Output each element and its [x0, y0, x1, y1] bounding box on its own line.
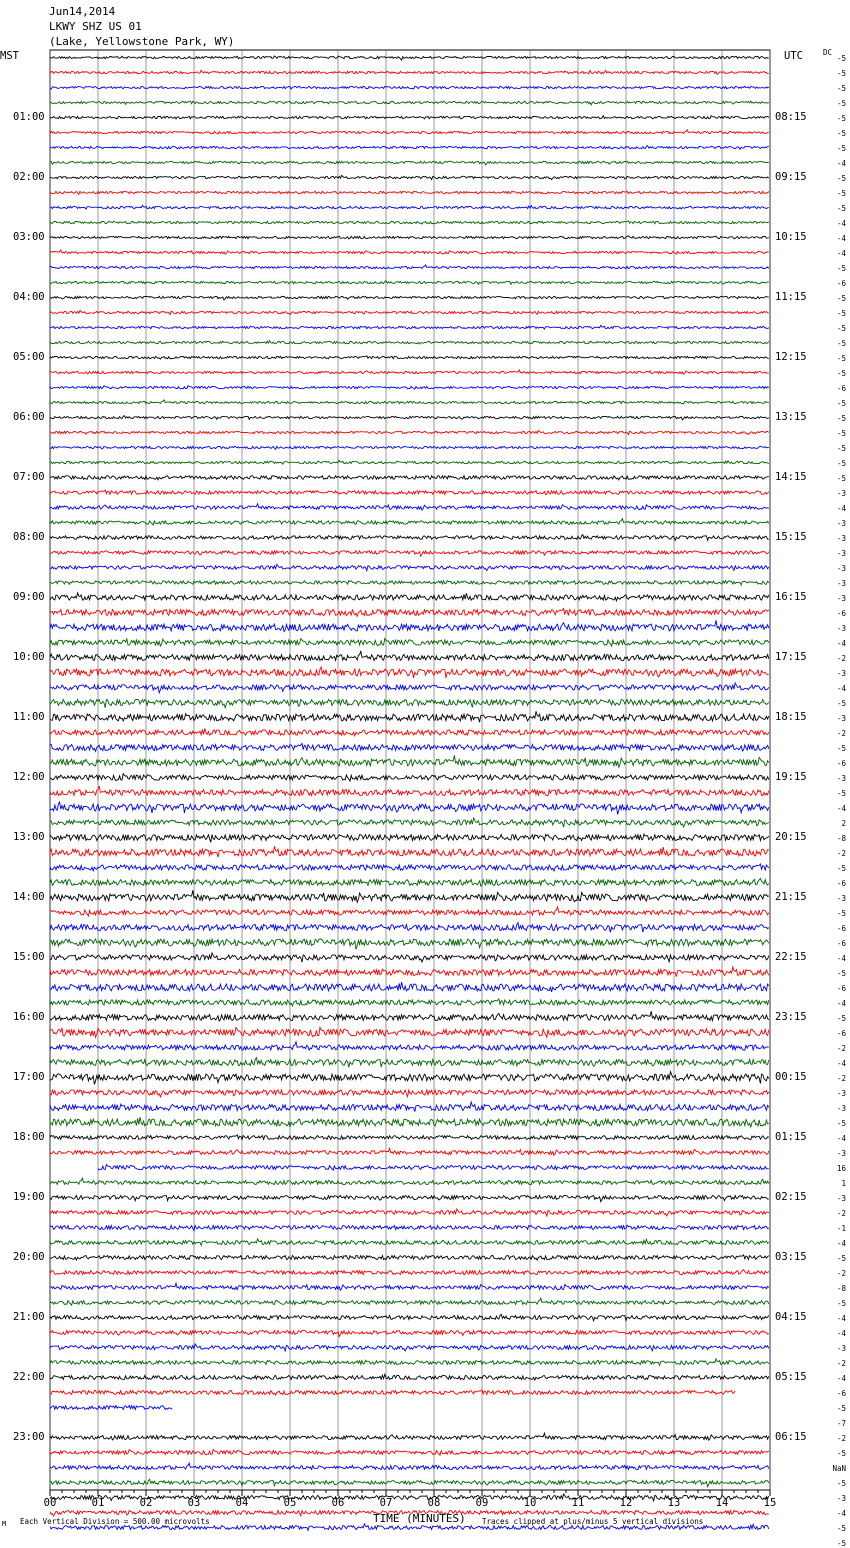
dc-offset-label: -5: [836, 68, 846, 78]
seismic-trace: [50, 1283, 769, 1290]
mst-hour-label: 02:00: [13, 170, 45, 183]
seismic-trace: [50, 639, 769, 647]
seismic-trace: [50, 535, 769, 541]
seismic-trace: [50, 1450, 769, 1456]
seismic-trace: [50, 1374, 769, 1380]
utc-hour-label: 11:15: [775, 290, 807, 303]
dc-offset-label: -5: [836, 473, 846, 483]
dc-offset-label: -6: [836, 1028, 846, 1038]
dc-offset-label: -6: [836, 758, 846, 768]
seismic-trace: [50, 864, 769, 871]
dc-offset-label: -4: [836, 1133, 846, 1143]
seismic-trace: [50, 1058, 769, 1068]
utc-hour-label: 09:15: [775, 170, 807, 183]
dc-offset-label: -3: [836, 1193, 846, 1203]
mst-hour-label: 19:00: [13, 1190, 45, 1203]
dc-offset-label: 16: [836, 1163, 846, 1173]
seismic-trace: [50, 221, 769, 224]
seismic-trace: [50, 1117, 769, 1127]
dc-offset-label: -5: [836, 83, 846, 93]
dc-offset-label: -6: [836, 383, 846, 393]
clip-note: Traces clipped at plus/minus 5 vertical divisions: [482, 1517, 704, 1526]
seismic-trace: [50, 1314, 769, 1320]
dc-offset-label: -3: [836, 713, 846, 723]
seismic-trace: [50, 907, 769, 916]
dc-offset-label: -5: [836, 413, 846, 423]
seismic-trace: [50, 1072, 769, 1085]
x-tick-label: 03: [187, 1497, 201, 1509]
scale-note: Each Vertical Division = 500.00 microvolts: [20, 1517, 210, 1526]
dc-offset-label: -4: [836, 953, 846, 963]
dc-offset-label: -5: [836, 1013, 846, 1023]
seismic-trace: [50, 620, 769, 631]
dc-offset-label: -4: [836, 503, 846, 513]
dc-offset-label: -3: [836, 548, 846, 558]
seismic-trace: [50, 205, 769, 209]
x-tick-label: 07: [379, 1497, 393, 1509]
seismic-trace: [50, 1178, 769, 1184]
mst-hour-label: 15:00: [13, 950, 45, 963]
dc-offset-label: -4: [836, 1328, 846, 1338]
seismic-trace: [50, 1011, 769, 1021]
seismic-trace: [50, 1239, 769, 1245]
mst-hour-label: 23:00: [13, 1430, 45, 1443]
utc-hour-label: 08:15: [775, 110, 807, 123]
utc-hour-label: 01:15: [775, 1130, 807, 1143]
x-tick-label: 04: [235, 1497, 249, 1509]
x-tick-label: 01: [91, 1497, 105, 1509]
seismic-trace: [50, 1225, 769, 1231]
x-tick-label: 05: [283, 1497, 297, 1509]
header-location: (Lake, Yellowstone Park, WY): [49, 35, 235, 48]
utc-hour-label: 14:15: [775, 470, 807, 483]
x-tick-label: 15: [763, 1497, 777, 1509]
dc-offset-label: -4: [836, 803, 846, 813]
seismic-trace: [50, 281, 769, 285]
seismic-trace: [50, 1433, 769, 1440]
seismic-trace: [50, 744, 769, 752]
mst-hour-label: 17:00: [13, 1070, 45, 1083]
seismic-trace: [50, 1042, 769, 1050]
dc-offset-label: -5: [836, 1448, 846, 1458]
seismic-trace: [50, 446, 769, 449]
dc-offset-label: -5: [836, 308, 846, 318]
header-station: LKWY SHZ US 01: [49, 20, 142, 33]
dc-offset-label: -5: [836, 323, 846, 333]
dc-label: DC: [822, 48, 832, 57]
dc-offset-label: -5: [836, 263, 846, 273]
seismic-trace: [50, 609, 769, 617]
seismic-trace: [50, 519, 769, 525]
mst-hour-label: 04:00: [13, 290, 45, 303]
seismic-trace: [50, 834, 769, 842]
dc-offset-label: -4: [836, 1508, 846, 1518]
dc-offset-label: -4: [836, 1313, 846, 1323]
utc-hour-label: 16:15: [775, 590, 807, 603]
seismic-trace: [50, 1330, 769, 1336]
seismic-trace: [50, 564, 769, 570]
dc-offset-label: -3: [836, 668, 846, 678]
mst-hour-label: 20:00: [13, 1250, 45, 1263]
dc-offset-label: -6: [836, 983, 846, 993]
utc-hour-label: 19:15: [775, 770, 807, 783]
dc-offset-label: -5: [836, 1523, 846, 1533]
dc-offset-label: -5: [836, 338, 846, 348]
mst-hour-label: 12:00: [13, 770, 45, 783]
seismic-trace: [50, 802, 769, 814]
dc-offset-label: -3: [836, 893, 846, 903]
dc-offset-label: -3: [836, 518, 846, 528]
seismic-trace: [50, 581, 769, 586]
mst-hour-label: 18:00: [13, 1130, 45, 1143]
seismic-trace: [50, 400, 769, 404]
dc-offset-label: -4: [836, 998, 846, 1008]
dc-offset-label: -3: [836, 1343, 846, 1353]
dc-offset-label: -2: [836, 1358, 846, 1368]
dc-offset-label: -4: [836, 683, 846, 693]
seismic-trace: [50, 191, 769, 194]
seismic-trace: [50, 890, 769, 902]
utc-hour-label: 22:15: [775, 950, 807, 963]
dc-offset-label: -4: [836, 248, 846, 258]
utc-hour-label: 20:15: [775, 830, 807, 843]
seismic-trace: [50, 250, 769, 254]
seismic-trace: [50, 430, 769, 434]
seismic-trace: [50, 86, 769, 89]
dc-offset-label: -5: [836, 1538, 846, 1548]
utc-hour-label: 23:15: [775, 1010, 807, 1023]
seismic-trace: [50, 1344, 769, 1351]
dc-offset-label: -5: [836, 428, 846, 438]
seismic-trace: [50, 846, 769, 857]
seismic-trace: [50, 999, 769, 1006]
x-tick-label: 08: [427, 1497, 441, 1509]
dc-offset-label: -3: [836, 1148, 846, 1158]
mst-hour-label: 21:00: [13, 1310, 45, 1323]
seismic-trace: [50, 667, 769, 678]
seismic-trace: [50, 1463, 769, 1469]
dc-offset-label: -3: [836, 1088, 846, 1098]
seismic-trace: [50, 1027, 769, 1037]
utc-hour-label: 03:15: [775, 1250, 807, 1263]
utc-hour-label: 12:15: [775, 350, 807, 363]
dc-offset-label: -5: [836, 143, 846, 153]
dc-offset-label: -6: [836, 1388, 846, 1398]
dc-offset-label: -5: [836, 698, 846, 708]
dc-offset-label: -5: [836, 1118, 846, 1128]
dc-offset-label: -5: [836, 203, 846, 213]
dc-offset-label: -3: [836, 623, 846, 633]
seismic-trace: [50, 146, 769, 150]
x-tick-label: 13: [667, 1497, 681, 1509]
dc-offset-label: -2: [836, 1043, 846, 1053]
seismic-trace: [50, 70, 769, 74]
dc-offset-label: -5: [836, 1478, 846, 1488]
header-date: Jun14,2014: [49, 5, 116, 18]
seismic-trace: [50, 982, 769, 992]
dc-offset-label: -4: [836, 638, 846, 648]
seismic-trace: [50, 476, 769, 480]
mst-hour-label: 22:00: [13, 1370, 45, 1383]
seismic-trace: [50, 967, 769, 977]
seismic-trace: [50, 755, 769, 767]
dc-offset-label: NaN: [832, 1463, 846, 1473]
dc-offset-label: -5: [836, 908, 846, 918]
seismic-trace: [50, 700, 769, 708]
mst-hour-label: 11:00: [13, 710, 45, 723]
dc-offset-label: 2: [841, 818, 846, 828]
dc-offset-label: -6: [836, 878, 846, 888]
seismic-trace: [50, 711, 769, 722]
left-axis-label: MST: [0, 50, 19, 62]
x-tick-label: 09: [475, 1497, 489, 1509]
mst-hour-label: 06:00: [13, 410, 45, 423]
dc-offset-label: -5: [836, 1403, 846, 1413]
mst-hour-label: 08:00: [13, 530, 45, 543]
seismic-trace: [50, 236, 769, 239]
corner-mark: M: [2, 1520, 7, 1528]
dc-offset-label: -5: [836, 788, 846, 798]
dc-offset-label: -3: [836, 593, 846, 603]
x-tick-label: 02: [139, 1497, 153, 1509]
utc-hour-label: 13:15: [775, 410, 807, 423]
utc-hour-label: 06:15: [775, 1430, 807, 1443]
seismic-trace: [50, 774, 769, 782]
seismic-trace: [50, 1270, 769, 1275]
dc-offset-label: -2: [836, 1208, 846, 1218]
dc-offset-label: -4: [836, 1373, 846, 1383]
seismic-trace: [50, 923, 769, 933]
seismic-trace: [50, 1298, 769, 1305]
dc-offset-label: -2: [836, 1073, 846, 1083]
dc-offset-label: -3: [836, 488, 846, 498]
seismic-trace: [50, 1255, 769, 1260]
dc-offset-label: 1: [841, 1178, 846, 1188]
dc-offset-label: -2: [836, 653, 846, 663]
seismic-trace: [50, 551, 769, 557]
dc-offset-label: -5: [836, 173, 846, 183]
dc-offset-label: -4: [836, 218, 846, 228]
seismic-trace: [50, 504, 769, 510]
seismic-trace: [50, 175, 769, 179]
seismic-trace: [98, 1165, 769, 1171]
seismic-trace: [50, 310, 769, 314]
mst-hour-label: 09:00: [13, 590, 45, 603]
seismic-trace: [50, 1494, 769, 1501]
dc-offset-label: -4: [836, 233, 846, 243]
mst-hour-label: 01:00: [13, 110, 45, 123]
dc-offset-label: -5: [836, 443, 846, 453]
seismic-trace: [50, 1135, 769, 1140]
utc-hour-label: 17:15: [775, 650, 807, 663]
dc-offset-label: -6: [836, 278, 846, 288]
dc-offset-label: -3: [836, 773, 846, 783]
dc-offset-label: -5: [836, 968, 846, 978]
seismic-trace: [50, 1195, 769, 1201]
seismic-trace: [50, 386, 769, 390]
x-tick-label: 00: [43, 1497, 57, 1509]
dc-offset-label: -4: [836, 1058, 846, 1068]
mst-hour-label: 05:00: [13, 350, 45, 363]
dc-offset-label: -6: [836, 938, 846, 948]
dc-offset-label: -5: [836, 353, 846, 363]
utc-hour-label: 10:15: [775, 230, 807, 243]
dc-offset-label: -3: [836, 578, 846, 588]
dc-offset-label: -5: [836, 743, 846, 753]
seismic-trace: [50, 490, 769, 495]
seismic-trace: [50, 1359, 769, 1365]
seismic-trace: [50, 265, 769, 269]
dc-offset-label: -5: [836, 1298, 846, 1308]
seismic-trace: [50, 356, 769, 359]
dc-offset-label: -5: [836, 368, 846, 378]
mst-hour-label: 03:00: [13, 230, 45, 243]
dc-offset-label: -6: [836, 608, 846, 618]
seismic-trace: [50, 651, 769, 661]
dc-offset-label: -5: [836, 53, 846, 63]
dc-offset-label: -1: [836, 1223, 846, 1233]
dc-offset-label: -2: [836, 1433, 846, 1443]
dc-offset-label: -8: [836, 833, 846, 843]
seismic-trace: [50, 130, 769, 134]
seismic-trace: [50, 325, 769, 329]
mst-hour-label: 16:00: [13, 1010, 45, 1023]
dc-offset-label: -5: [836, 398, 846, 408]
dc-offset-label: -4: [836, 1238, 846, 1248]
seismic-trace: [50, 460, 769, 464]
dc-offset-label: -3: [836, 1103, 846, 1113]
right-axis-label: UTC: [784, 50, 803, 62]
dc-offset-label: -5: [836, 113, 846, 123]
dc-offset-label: -5: [836, 188, 846, 198]
utc-hour-label: 04:15: [775, 1310, 807, 1323]
seismic-trace: [50, 101, 769, 105]
dc-offset-label: -5: [836, 863, 846, 873]
seismic-trace: [50, 593, 769, 601]
dc-offset-label: -5: [836, 293, 846, 303]
utc-hour-label: 02:15: [775, 1190, 807, 1203]
seismic-trace: [50, 953, 769, 962]
dc-offset-label: -6: [836, 923, 846, 933]
dc-offset-label: -7: [836, 1418, 846, 1428]
seismic-trace: [50, 1406, 172, 1410]
seismic-trace: [50, 1209, 769, 1216]
seismic-trace: [50, 1148, 769, 1155]
dc-offset-label: -2: [836, 1268, 846, 1278]
dc-offset-label: -8: [836, 1283, 846, 1293]
utc-hour-label: 21:15: [775, 890, 807, 903]
mst-hour-label: 10:00: [13, 650, 45, 663]
x-tick-label: 06: [331, 1497, 345, 1509]
dc-offset-label: -5: [836, 458, 846, 468]
seismic-trace: [50, 161, 769, 165]
seismic-trace: [50, 786, 769, 796]
seismic-trace: [50, 416, 769, 420]
dc-offset-label: -4: [836, 158, 846, 168]
utc-hour-label: 00:15: [775, 1070, 807, 1083]
dc-offset-label: -5: [836, 1253, 846, 1263]
seismic-trace: [50, 1390, 735, 1395]
dc-offset-label: -2: [836, 728, 846, 738]
seismic-trace: [50, 1090, 769, 1097]
x-tick-label: 10: [523, 1497, 537, 1509]
dc-offset-label: -5: [836, 128, 846, 138]
seismic-trace: [50, 370, 769, 374]
x-tick-label: 14: [715, 1497, 729, 1509]
mst-hour-label: 14:00: [13, 890, 45, 903]
seismic-trace: [50, 116, 769, 119]
seismic-trace: [50, 341, 769, 344]
utc-hour-label: 05:15: [775, 1370, 807, 1383]
dc-offset-label: -5: [836, 98, 846, 108]
seismic-trace: [50, 1479, 769, 1486]
dc-offset-label: -3: [836, 1493, 846, 1503]
dc-offset-label: -3: [836, 533, 846, 543]
utc-hour-label: 18:15: [775, 710, 807, 723]
dc-offset-label: -3: [836, 563, 846, 573]
seismic-trace: [50, 683, 769, 693]
seismic-trace: [50, 296, 769, 300]
x-axis-title: TIME (MINUTES): [373, 1512, 466, 1525]
mst-hour-label: 13:00: [13, 830, 45, 843]
seismic-trace: [50, 1102, 769, 1112]
seismic-trace: [50, 56, 769, 60]
x-tick-label: 12: [619, 1497, 633, 1509]
seismic-trace: [50, 939, 769, 950]
seismic-trace: [50, 728, 769, 735]
mst-hour-label: 07:00: [13, 470, 45, 483]
dc-offset-label: -2: [836, 848, 846, 858]
x-tick-label: 11: [571, 1497, 585, 1509]
seismic-trace: [50, 878, 769, 886]
seismic-trace: [50, 818, 769, 827]
utc-hour-label: 15:15: [775, 530, 807, 543]
